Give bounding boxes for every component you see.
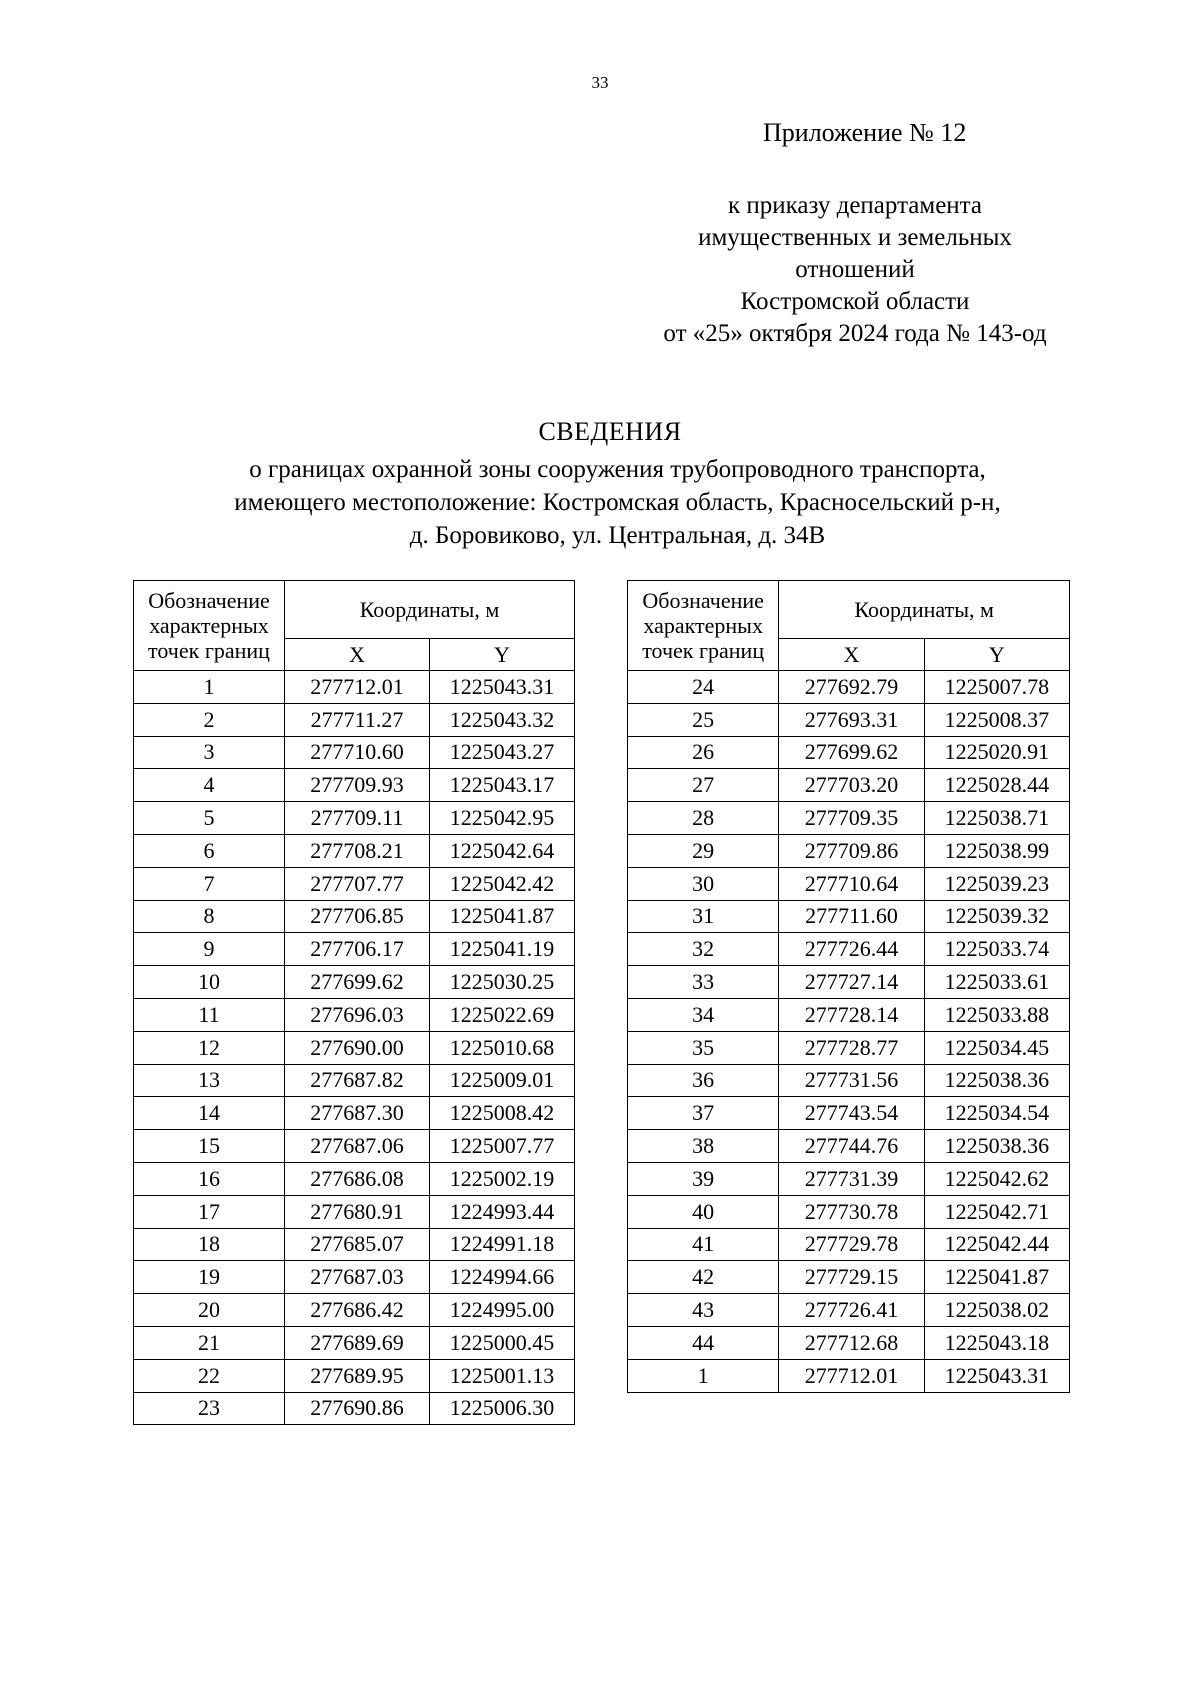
table-row xyxy=(134,802,575,835)
y-coordinate-cell: 1225001.13 xyxy=(430,1359,575,1392)
x-coordinate-cell: 277686.42 xyxy=(285,1294,430,1327)
point-number-cell: 32 xyxy=(628,933,779,966)
y-coordinate-cell: 1225043.27 xyxy=(430,736,575,769)
table-row xyxy=(628,1195,1070,1228)
table-row xyxy=(134,1031,575,1064)
x-coordinate-cell: 277687.82 xyxy=(285,1064,430,1097)
x-coordinate-cell: 277690.86 xyxy=(285,1392,430,1425)
document-subtitle xyxy=(0,453,1200,552)
document-heading: СВЕДЕНИЯ xyxy=(538,417,682,446)
table-row xyxy=(628,867,1070,900)
y-coordinate-cell: 1225007.78 xyxy=(924,671,1069,704)
x-coordinate-cell: 277703.20 xyxy=(779,769,924,802)
y-coordinate-cell: 1225043.31 xyxy=(430,671,575,704)
y-coordinate-cell: 1225042.44 xyxy=(924,1228,1069,1261)
point-number-cell: 21 xyxy=(134,1326,285,1359)
point-number-cell: 36 xyxy=(628,1064,779,1097)
point-number-cell: 10 xyxy=(134,966,285,999)
header-point-line: характерных xyxy=(643,613,763,638)
x-coordinate-cell: 277693.31 xyxy=(779,703,924,736)
table-row xyxy=(628,933,1070,966)
point-number-cell: 9 xyxy=(134,933,285,966)
appendix-title: Приложение № 12 xyxy=(763,118,967,147)
point-number-cell: 40 xyxy=(628,1195,779,1228)
y-coordinate-cell: 1225038.71 xyxy=(924,802,1069,835)
coordinates-table-right xyxy=(627,580,1070,1393)
x-coordinate-cell: 277706.85 xyxy=(285,900,430,933)
point-number-cell: 23 xyxy=(134,1392,285,1425)
x-coordinate-cell: 277687.06 xyxy=(285,1130,430,1163)
y-coordinate-cell: 1225002.19 xyxy=(430,1162,575,1195)
header-point-line: Обозначение xyxy=(148,588,270,613)
x-coordinate-cell: 277692.79 xyxy=(779,671,924,704)
point-number-cell: 43 xyxy=(628,1294,779,1327)
x-coordinate-cell: 277687.03 xyxy=(285,1261,430,1294)
y-coordinate-cell: 1225038.99 xyxy=(924,834,1069,867)
y-coordinate-cell: 1225034.45 xyxy=(924,1031,1069,1064)
point-number-cell: 4 xyxy=(134,769,285,802)
x-coordinate-cell: 277711.60 xyxy=(779,900,924,933)
point-number-cell: 22 xyxy=(134,1359,285,1392)
appendix-ref-line: к приказу департамента xyxy=(727,192,983,219)
x-coordinate-cell: 277710.64 xyxy=(779,867,924,900)
x-coordinate-cell: 277729.15 xyxy=(779,1261,924,1294)
x-coordinate-cell: 277744.76 xyxy=(779,1130,924,1163)
table-row xyxy=(628,1294,1070,1327)
table-row xyxy=(628,1228,1070,1261)
y-coordinate-cell: 1225042.95 xyxy=(430,802,575,835)
table-row xyxy=(628,1359,1070,1392)
y-coordinate-cell: 1225043.17 xyxy=(430,769,575,802)
x-coordinate-cell: 277709.86 xyxy=(779,834,924,867)
header-point-line: характерных xyxy=(149,613,269,638)
x-coordinate-cell: 277728.14 xyxy=(779,998,924,1031)
x-coordinate-cell: 277696.03 xyxy=(285,998,430,1031)
table-row xyxy=(134,933,575,966)
point-number-cell: 3 xyxy=(134,736,285,769)
x-coordinate-cell: 277709.35 xyxy=(779,802,924,835)
point-number-cell: 27 xyxy=(628,769,779,802)
point-number-cell: 17 xyxy=(134,1195,285,1228)
point-number-cell: 2 xyxy=(134,703,285,736)
page-number: 33 xyxy=(591,73,609,92)
point-number-cell: 20 xyxy=(134,1294,285,1327)
table-row xyxy=(134,1261,575,1294)
header-y: Y xyxy=(430,639,575,671)
table-row xyxy=(628,1261,1070,1294)
header-point-designation xyxy=(628,581,779,671)
table-row xyxy=(134,1228,575,1261)
header-x: X xyxy=(779,639,924,671)
table-row xyxy=(628,1097,1070,1130)
y-coordinate-cell: 1225030.25 xyxy=(430,966,575,999)
point-number-cell: 44 xyxy=(628,1326,779,1359)
point-number-cell: 12 xyxy=(134,1031,285,1064)
x-coordinate-cell: 277709.93 xyxy=(285,769,430,802)
point-number-cell: 42 xyxy=(628,1261,779,1294)
y-coordinate-cell: 1225041.87 xyxy=(924,1261,1069,1294)
table-row xyxy=(628,769,1070,802)
header-coordinates: Координаты, м xyxy=(285,581,575,639)
header-point-line: точек границ xyxy=(642,638,765,663)
header-point-designation xyxy=(134,581,285,671)
y-coordinate-cell: 1224995.00 xyxy=(430,1294,575,1327)
coordinates-table-left xyxy=(133,580,575,1425)
subtitle-line: д. Боровиково, ул. Центральная, д. 34В xyxy=(409,522,826,549)
point-number-cell: 29 xyxy=(628,834,779,867)
table-row xyxy=(134,1195,575,1228)
y-coordinate-cell: 1225022.69 xyxy=(430,998,575,1031)
y-coordinate-cell: 1225000.45 xyxy=(430,1326,575,1359)
table-row xyxy=(628,966,1070,999)
table-row xyxy=(628,998,1070,1031)
point-number-cell: 41 xyxy=(628,1228,779,1261)
table-row xyxy=(134,1392,575,1425)
header-y: Y xyxy=(924,639,1069,671)
point-number-cell: 6 xyxy=(134,834,285,867)
x-coordinate-cell: 277686.08 xyxy=(285,1162,430,1195)
y-coordinate-cell: 1225043.32 xyxy=(430,703,575,736)
x-coordinate-cell: 277706.17 xyxy=(285,933,430,966)
table-body-left xyxy=(134,671,575,1425)
point-number-cell: 1 xyxy=(628,1359,779,1392)
point-number-cell: 18 xyxy=(134,1228,285,1261)
appendix-ref-line: Костромской области xyxy=(740,288,970,315)
table-row xyxy=(134,1097,575,1130)
table-row xyxy=(134,1064,575,1097)
y-coordinate-cell: 1225020.91 xyxy=(924,736,1069,769)
y-coordinate-cell: 1225033.88 xyxy=(924,998,1069,1031)
y-coordinate-cell: 1225007.77 xyxy=(430,1130,575,1163)
x-coordinate-cell: 277689.95 xyxy=(285,1359,430,1392)
x-coordinate-cell: 277712.01 xyxy=(285,671,430,704)
table-row xyxy=(134,1162,575,1195)
point-number-cell: 39 xyxy=(628,1162,779,1195)
point-number-cell: 15 xyxy=(134,1130,285,1163)
y-coordinate-cell: 1225009.01 xyxy=(430,1064,575,1097)
appendix-ref-line: от «25» октября 2024 года № 143-од xyxy=(663,320,1047,347)
y-coordinate-cell: 1224994.66 xyxy=(430,1261,575,1294)
point-number-cell: 8 xyxy=(134,900,285,933)
point-number-cell: 24 xyxy=(628,671,779,704)
y-coordinate-cell: 1225042.64 xyxy=(430,834,575,867)
table-row xyxy=(134,1130,575,1163)
x-coordinate-cell: 277728.77 xyxy=(779,1031,924,1064)
point-number-cell: 26 xyxy=(628,736,779,769)
y-coordinate-cell: 1225034.54 xyxy=(924,1097,1069,1130)
x-coordinate-cell: 277708.21 xyxy=(285,834,430,867)
table-row xyxy=(134,867,575,900)
point-number-cell: 30 xyxy=(628,867,779,900)
table-row xyxy=(134,1294,575,1327)
x-coordinate-cell: 277687.30 xyxy=(285,1097,430,1130)
point-number-cell: 19 xyxy=(134,1261,285,1294)
table-row xyxy=(628,834,1070,867)
appendix-reference xyxy=(600,190,1110,350)
y-coordinate-cell: 1225006.30 xyxy=(430,1392,575,1425)
x-coordinate-cell: 277710.60 xyxy=(285,736,430,769)
table-row xyxy=(628,1162,1070,1195)
y-coordinate-cell: 1225033.74 xyxy=(924,933,1069,966)
table-row xyxy=(628,1064,1070,1097)
table-row xyxy=(134,703,575,736)
x-coordinate-cell: 277680.91 xyxy=(285,1195,430,1228)
x-coordinate-cell: 277709.11 xyxy=(285,802,430,835)
x-coordinate-cell: 277685.07 xyxy=(285,1228,430,1261)
x-coordinate-cell: 277712.01 xyxy=(779,1359,924,1392)
table-row xyxy=(134,1326,575,1359)
table-row xyxy=(628,802,1070,835)
table-row xyxy=(134,736,575,769)
y-coordinate-cell: 1225038.36 xyxy=(924,1130,1069,1163)
x-coordinate-cell: 277726.44 xyxy=(779,933,924,966)
point-number-cell: 16 xyxy=(134,1162,285,1195)
header-point-line: Обозначение xyxy=(642,588,764,613)
table-row xyxy=(628,736,1070,769)
x-coordinate-cell: 277731.56 xyxy=(779,1064,924,1097)
y-coordinate-cell: 1225038.36 xyxy=(924,1064,1069,1097)
x-coordinate-cell: 277731.39 xyxy=(779,1162,924,1195)
x-coordinate-cell: 277730.78 xyxy=(779,1195,924,1228)
point-number-cell: 5 xyxy=(134,802,285,835)
y-coordinate-cell: 1225039.23 xyxy=(924,867,1069,900)
y-coordinate-cell: 1225038.02 xyxy=(924,1294,1069,1327)
table-row xyxy=(628,1326,1070,1359)
table-body-right xyxy=(628,671,1070,1393)
x-coordinate-cell: 277689.69 xyxy=(285,1326,430,1359)
y-coordinate-cell: 1225042.71 xyxy=(924,1195,1069,1228)
point-number-cell: 28 xyxy=(628,802,779,835)
table-row xyxy=(134,834,575,867)
table-row xyxy=(628,671,1070,704)
table-row xyxy=(628,1130,1070,1163)
table-row xyxy=(628,1031,1070,1064)
x-coordinate-cell: 277726.41 xyxy=(779,1294,924,1327)
y-coordinate-cell: 1225041.19 xyxy=(430,933,575,966)
y-coordinate-cell: 1225042.62 xyxy=(924,1162,1069,1195)
header-coordinates: Координаты, м xyxy=(779,581,1070,639)
table-row xyxy=(134,966,575,999)
y-coordinate-cell: 1225043.31 xyxy=(924,1359,1069,1392)
subtitle-line: о границах охранной зоны сооружения трубопроводного транспорта, xyxy=(249,456,986,483)
x-coordinate-cell: 277712.68 xyxy=(779,1326,924,1359)
x-coordinate-cell: 277743.54 xyxy=(779,1097,924,1130)
x-coordinate-cell: 277690.00 xyxy=(285,1031,430,1064)
y-coordinate-cell: 1225039.32 xyxy=(924,900,1069,933)
point-number-cell: 31 xyxy=(628,900,779,933)
appendix-ref-line: имущественных и земельных xyxy=(698,224,1012,251)
table-row xyxy=(134,671,575,704)
appendix-ref-line: отношений xyxy=(795,256,915,283)
x-coordinate-cell: 277699.62 xyxy=(779,736,924,769)
point-number-cell: 35 xyxy=(628,1031,779,1064)
x-coordinate-cell: 277729.78 xyxy=(779,1228,924,1261)
x-coordinate-cell: 277707.77 xyxy=(285,867,430,900)
point-number-cell: 37 xyxy=(628,1097,779,1130)
table-row xyxy=(628,703,1070,736)
y-coordinate-cell: 1225042.42 xyxy=(430,867,575,900)
table-row xyxy=(134,900,575,933)
x-coordinate-cell: 277727.14 xyxy=(779,966,924,999)
y-coordinate-cell: 1225010.68 xyxy=(430,1031,575,1064)
y-coordinate-cell: 1224991.18 xyxy=(430,1228,575,1261)
y-coordinate-cell: 1225041.87 xyxy=(430,900,575,933)
point-number-cell: 7 xyxy=(134,867,285,900)
header-x: X xyxy=(285,639,430,671)
y-coordinate-cell: 1225043.18 xyxy=(924,1326,1069,1359)
table-row xyxy=(134,998,575,1031)
header-point-line: точек границ xyxy=(148,638,270,663)
x-coordinate-cell: 277699.62 xyxy=(285,966,430,999)
point-number-cell: 11 xyxy=(134,998,285,1031)
x-coordinate-cell: 277711.27 xyxy=(285,703,430,736)
table-row xyxy=(134,769,575,802)
subtitle-line: имеющего местоположение: Костромская область, Красносельский р-н, xyxy=(234,489,1001,516)
y-coordinate-cell: 1225008.37 xyxy=(924,703,1069,736)
point-number-cell: 14 xyxy=(134,1097,285,1130)
y-coordinate-cell: 1225008.42 xyxy=(430,1097,575,1130)
table-row xyxy=(628,900,1070,933)
point-number-cell: 34 xyxy=(628,998,779,1031)
table-row xyxy=(134,1359,575,1392)
point-number-cell: 1 xyxy=(134,671,285,704)
y-coordinate-cell: 1225028.44 xyxy=(924,769,1069,802)
point-number-cell: 25 xyxy=(628,703,779,736)
point-number-cell: 33 xyxy=(628,966,779,999)
y-coordinate-cell: 1224993.44 xyxy=(430,1195,575,1228)
point-number-cell: 13 xyxy=(134,1064,285,1097)
point-number-cell: 38 xyxy=(628,1130,779,1163)
y-coordinate-cell: 1225033.61 xyxy=(924,966,1069,999)
